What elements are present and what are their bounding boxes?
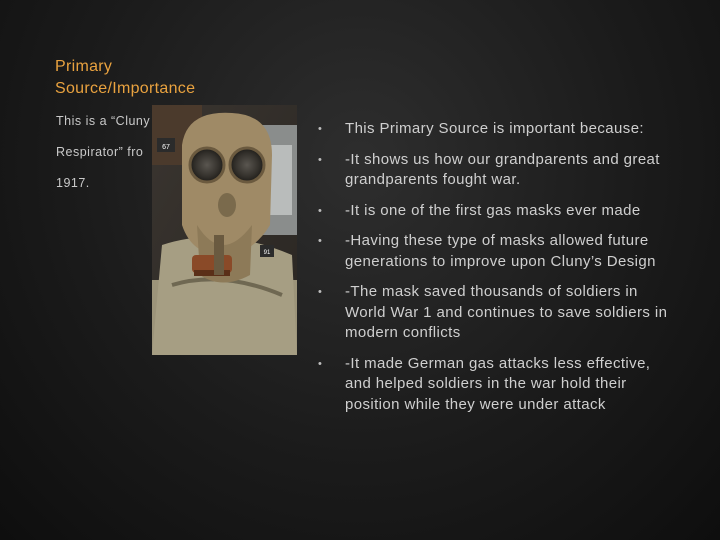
list-item (310, 354, 680, 416)
photo-tag-top: 67 (162, 144, 170, 151)
caption-line: This is a “Cluny (56, 114, 151, 128)
list-item (310, 231, 680, 272)
list-item-text: This Primary Source is important because: (345, 120, 645, 137)
list-item-text: -It made German gas attacks less effective, and helped soldiers in the war hold their position while they were under attack (345, 354, 651, 413)
list-item-text: -It shows us how our grandparents and great grandparents fought war. (345, 150, 660, 188)
gas-mask-photo (152, 105, 297, 355)
caption-line: Respirator” fro (56, 145, 144, 159)
bullet-glyph: • (318, 153, 323, 166)
list-item-text: -The mask saved thousands of soldiers in World War 1 and continues to save soldiers in modern conflicts (345, 283, 668, 341)
photo-caption (56, 112, 166, 205)
list-item (310, 119, 680, 140)
list-item (310, 201, 680, 222)
photo-tag-right: 91 (263, 250, 271, 256)
bullet-glyph: • (318, 357, 323, 370)
gas-mask-image (152, 105, 297, 355)
caption-line: 1917. (56, 176, 90, 190)
bullet-glyph: • (318, 235, 323, 247)
importance-list (310, 119, 680, 425)
list-item (310, 282, 680, 344)
bullet-glyph: • (318, 123, 323, 135)
list-item (310, 150, 680, 191)
bullet-glyph: • (318, 286, 323, 298)
list-item-text: -It is one of the first gas masks ever made (345, 201, 641, 219)
slide-title: Primary Source/Importance (55, 58, 196, 97)
bullet-glyph: • (318, 204, 323, 217)
list-item-text: -Having these type of masks allowed future generations to improve upon Cluny’s Design (345, 232, 656, 270)
